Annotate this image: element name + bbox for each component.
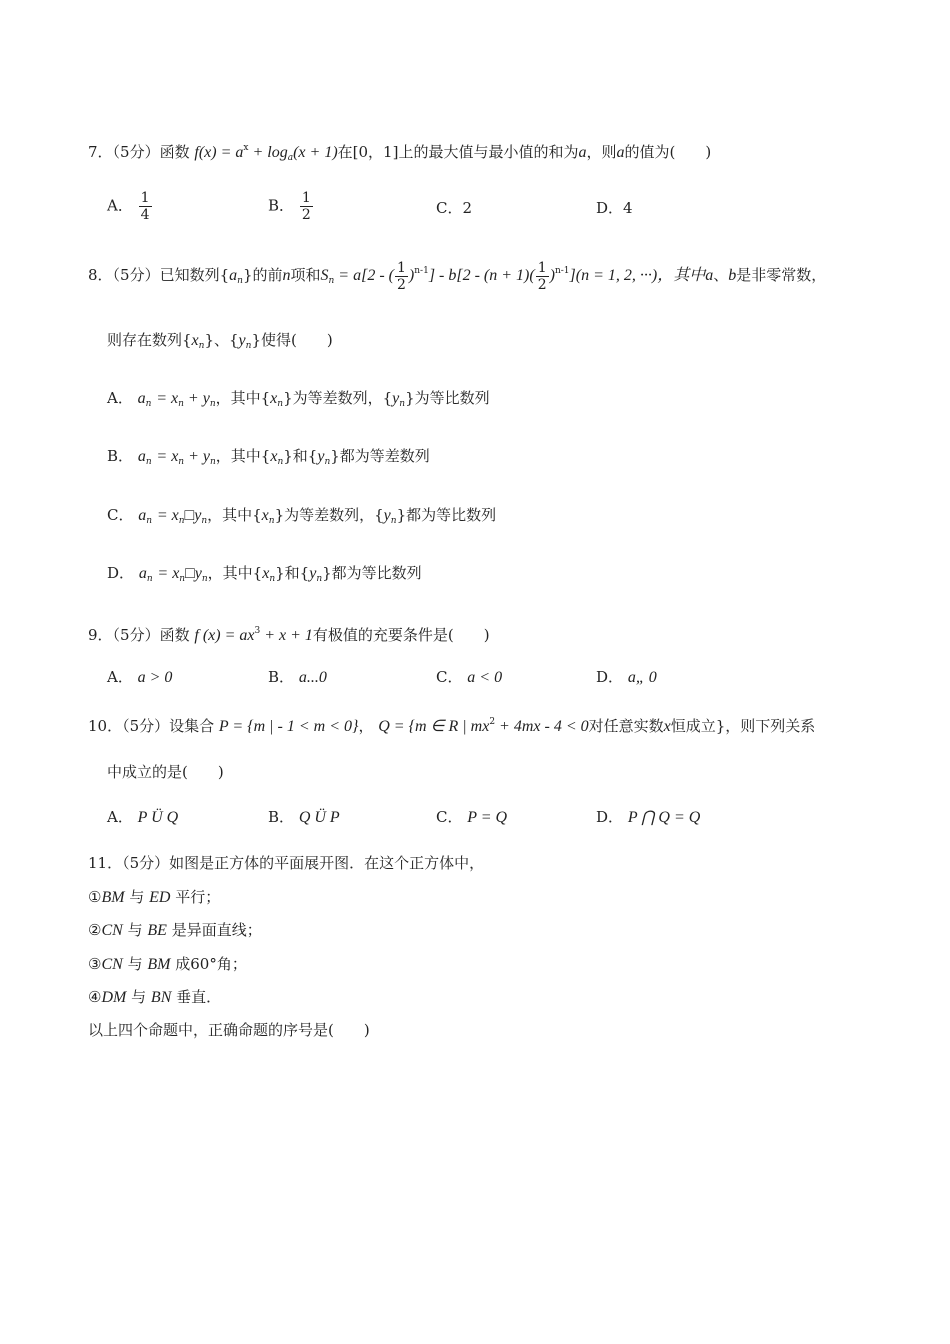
q11-proposition-3: ③CN 与 BM 成60°角；: [88, 955, 247, 973]
q8-stem-line2: 则存在数列$\{x_n\}$、$\{y_n\}$使得( ): [107, 331, 333, 351]
q8-option-a[interactable]: A． $a_n = x_n + y_n$，其中$\{x_n\}$为等差数列，$\{y_n\}$为等比数列: [107, 389, 490, 409]
q10-stem: 10．（5分）设集合 P = {m | - 1 < m < 0}， Q = {m ∈ R | $mx^2 + 4mx - 4 < 0$对任意实数x恒成立}，则下列关系: [88, 717, 816, 735]
fraction: $\frac{1}{4}$: [140, 190, 150, 223]
q9-option-b[interactable]: B． a...0: [268, 668, 327, 686]
q10-option-b[interactable]: B． Q Ü P: [268, 808, 340, 826]
q7-stem: 7．（5分）函数 $f(x) = a^x + \log_a(x + 1)$在[0，1]上的最大值与最小值的和为a，则a的值为( ): [88, 143, 712, 163]
q7-option-a[interactable]: A． $\frac{1}{4}$: [107, 190, 150, 223]
q10-stem-line2: 中成立的是( ): [107, 763, 224, 781]
q10-option-c[interactable]: C． P = Q: [436, 808, 508, 826]
fraction: $\frac{1}{2}$: [301, 190, 311, 223]
q11-proposition-4: ④DM 与 BN 垂直．: [88, 988, 222, 1006]
q8-stem: 8．（5分）已知数列$\{a_n\}$的前n项和$S_n = a[2$ - ( $\frac{1}{2}$ )$^{n-1}$] - b[2 - (n + 1)( $\frac{1}{2}$ )$^{n-1}$](n = 1, 2, ···)，其中a、b是非零常数，: [88, 259, 827, 293]
q11-stem: 11．（5分）如图是正方体的平面展开图．在这个正方体中，: [88, 854, 485, 872]
q9-stem: 9．（5分）函数 f $(x) = ax^3 + x + 1$有极值的充要条件是( ): [88, 626, 490, 644]
q10-option-a[interactable]: A． P Ü Q: [107, 808, 179, 826]
q11-final-prompt: 以上四个命题中，正确命题的序号是( ): [88, 1021, 370, 1039]
fraction: $\frac{1}{2}$: [396, 259, 406, 293]
q11-proposition-2: ②CN 与 BE 是异面直线；: [88, 921, 262, 939]
q7-option-b[interactable]: B． $\frac{1}{2}$: [268, 190, 311, 223]
q8-option-d[interactable]: D． $a_n$ = $x_n□y_n$，其中$\{x_n\}$和$\{y_n\}$都为等比数列: [107, 564, 422, 584]
q9-option-c[interactable]: C． a < 0: [436, 668, 503, 686]
q11-proposition-1: ①BM 与 ED 平行；: [88, 888, 221, 906]
q8-option-c[interactable]: C． $a_n$ = $x_n□y_n$，其中$\{x_n\}$为等差数列，$\{y_n\}$都为等比数列: [107, 506, 497, 526]
q9-option-a[interactable]: A． a > 0: [107, 668, 173, 686]
q7-option-d[interactable]: D．4: [596, 199, 633, 217]
q10-option-d[interactable]: D． P ⋂ Q = Q: [596, 808, 701, 826]
fraction: $\frac{1}{2}$: [537, 259, 547, 293]
q7-option-c[interactable]: C．2: [436, 199, 473, 217]
q9-option-d[interactable]: D． a„ 0: [596, 668, 657, 686]
q8-option-b[interactable]: B． $a_n = x_n + y_n$，其中$\{x_n\}$和$\{y_n\}$都为等差数列: [107, 447, 430, 467]
